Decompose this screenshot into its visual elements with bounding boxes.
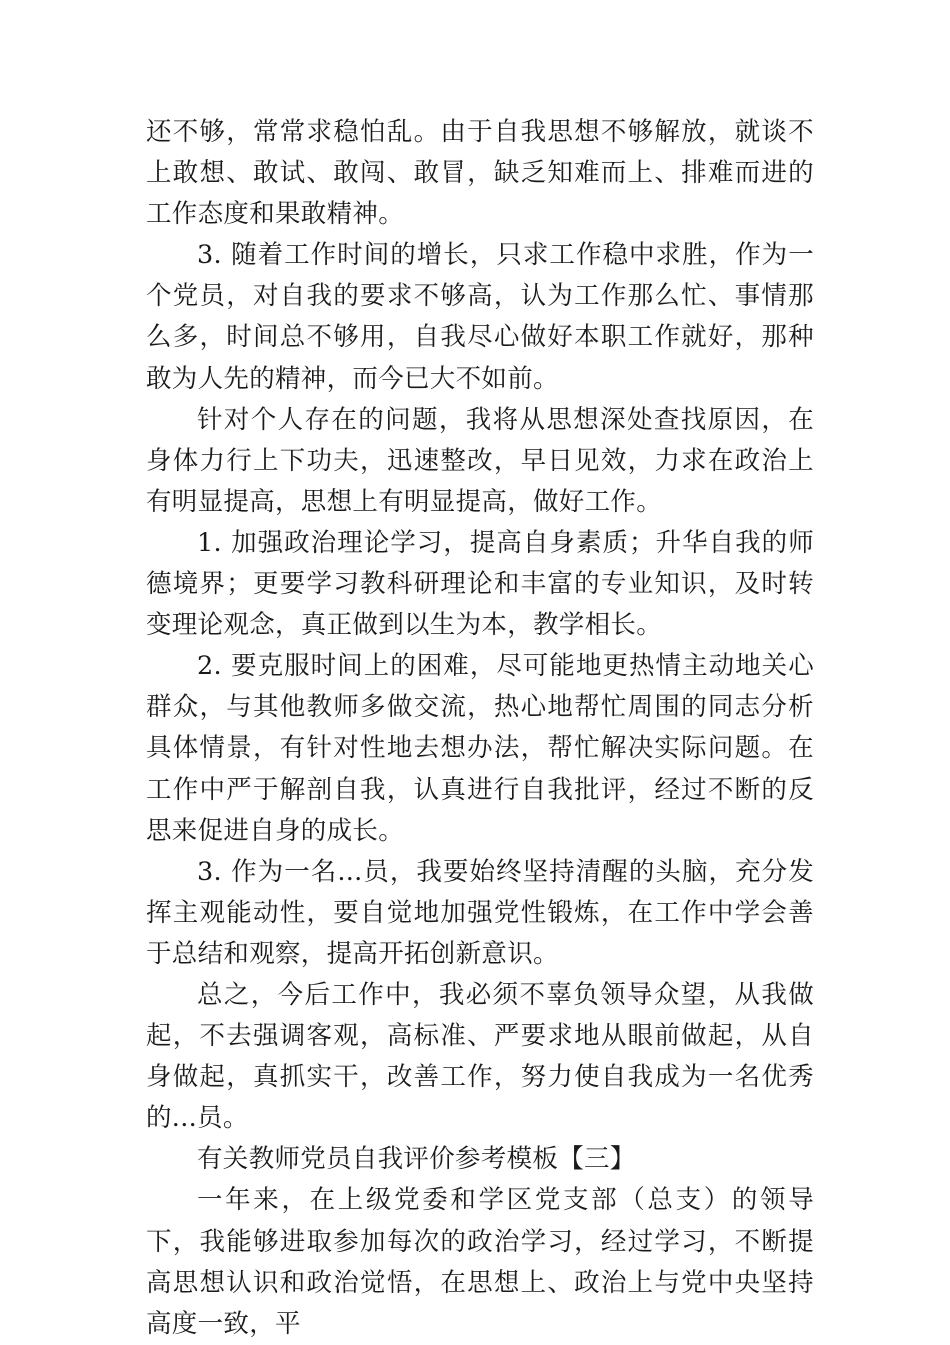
paragraph-conclusion: 总之，今后工作中，我必须不辜负领导众望，从我做起，不去强调客观，高标准、严要求地从眼前做起，从自身做起，真抓实干，改善工作，努力使自我成为一名优秀的...员。 [146, 979, 814, 1134]
paragraph-problem-3: 3. 随着工作时间的增长，只求工作稳中求胜，作为一个党员，对自我的要求不够高，认为工作那么忙、事情那么多，时间总不够用，自我尽心做好本职工作就好，那种敢为人先的精神，而今已大不如前。 [146, 240, 814, 394]
document-body [146, 112, 814, 1345]
paragraph-measure-3: 3. 作为一名...员，我要始终坚持清醒的头脑，充分发挥主观能动性，要自觉地加强党性锻炼，在工作中学会善于总结和观察，提高开拓创新意识。 [146, 856, 814, 969]
paragraph-measure-1: 1. 加强政治理论学习，提高自身素质；升华自我的师德境界；更要学习教科研理论和丰富的专业知识，及时转变理论观念，真正做到以生为本，教学相长。 [146, 527, 814, 641]
paragraph-rectification-intro: 针对个人存在的问题，我将从思想深处查找原因，在身体力行上下功夫，迅速整改，早日见效，力求在政治上有明显提高，思想上有明显提高，做好工作。 [146, 404, 814, 517]
paragraph-template-3-intro: 一年来，在上级党委和学区党支部（总支）的领导下，我能够进取参加每次的政治学习，经过学习，不断提高思想认识和政治觉悟，在思想上、政治上与党中央坚持高度一致，平 [146, 1185, 814, 1339]
paragraph-continuation: 还不够，常常求稳怕乱。由于自我思想不够解放，就谈不上敢想、敢试、敢闯、敢冒，缺乏知难而上、排难而进的工作态度和果敢精神。 [146, 117, 814, 230]
paragraph-measure-2: 2. 要克服时间上的困难，尽可能地更热情主动地关心群众，与其他教师多做交流，热心地帮忙周围的同志分析具体情景，有针对性地去想办法，帮忙解决实际问题。在工作中严于解剖自我，认真进行自我批评，经过不断的反思来促进自身的成长。 [146, 651, 814, 846]
section-heading: 有关教师党员自我评价参考模板【三】 [197, 1144, 636, 1175]
